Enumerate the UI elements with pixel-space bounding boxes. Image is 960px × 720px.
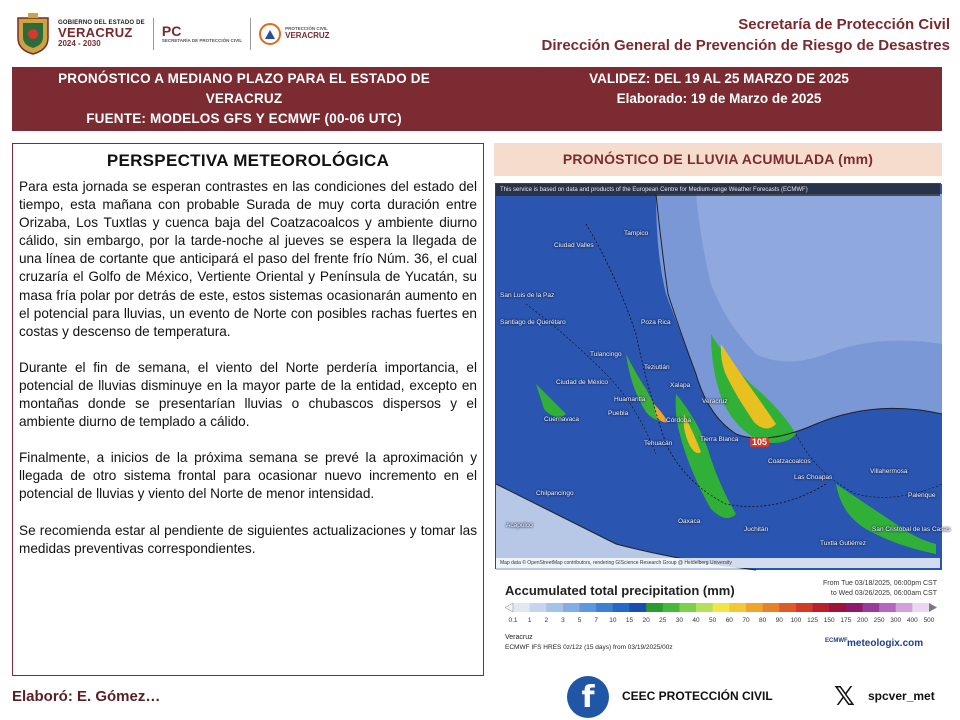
x-icon[interactable]: 𝕏	[834, 682, 855, 712]
city-label: Veracruz	[702, 398, 728, 405]
city-label: Acapulco	[506, 522, 533, 529]
legend-swatch	[779, 603, 796, 612]
legend-tick-label: 30	[675, 617, 684, 624]
pc-short: PC	[161, 23, 182, 40]
perspective-paragraph-4: Se recomienda estar al pendiente de siguientes actualizaciones y tomar las medidas preventivas correspondientes.	[19, 522, 477, 556]
city-label: Tehuacán	[644, 440, 673, 447]
gov-line3: 2024 - 2030	[58, 38, 101, 48]
perspective-paragraph-3: Finalmente, a inicios de la próxima semana se prevé la aproximación y llegada de otro sistema frontal para ocasionar nuevo incremento en el potencial de lluvias y viento del Norte de menor intensidad.	[19, 450, 477, 502]
city-label: Villahermosa	[870, 468, 908, 475]
legend-tick-label: 50	[709, 617, 717, 624]
city-label: San Luis de la Paz	[500, 292, 555, 299]
legend-swatch	[763, 603, 780, 612]
city-label: Ciudad Valles	[554, 242, 594, 249]
legend-swatch	[879, 603, 896, 612]
city-label: Tuxtla Gutiérrez	[820, 540, 866, 547]
gov-line2: VERACRUZ	[58, 25, 133, 41]
legend-tick-label: 80	[758, 617, 767, 624]
legend-arrow-left	[505, 603, 513, 612]
city-label: San Cristóbal de las Casas	[872, 526, 951, 533]
legend-swatch	[580, 603, 597, 612]
legend-swatch	[629, 603, 646, 612]
legend-tick-label: 3	[561, 617, 565, 624]
legend-tick-label: 150	[823, 617, 835, 624]
legend-swatch	[912, 603, 929, 612]
organization-name	[541, 14, 950, 56]
legend-tick-label: 0.1	[508, 617, 518, 624]
legend-tick-label: 250	[873, 617, 885, 624]
legend-from: From Tue 03/18/2025, 06:00pm CST	[822, 580, 937, 587]
legend-tick-label: 90	[775, 617, 783, 624]
legend-date-range	[823, 579, 937, 599]
legend-tick-label: 5	[577, 617, 582, 624]
city-label: Oaxaca	[678, 518, 701, 525]
legend-tick-label: 7	[594, 617, 598, 624]
perspective-panel	[12, 143, 484, 676]
map-credit: Map data © OpenStreetMap contributors, rendering GIScience Research Group @ Heidelberg University	[496, 558, 940, 568]
pc-logo	[162, 24, 242, 43]
legend-swatch	[513, 603, 530, 612]
legend-swatch	[596, 603, 613, 612]
legend-tick-label: 100	[790, 617, 802, 624]
validity-block	[496, 69, 942, 109]
city-label: Tampico	[624, 230, 649, 237]
legend-tick-label: 2	[544, 617, 549, 624]
perspective-paragraph-2: Durante el fin de semana, el viento del Norte perdería importancia, el potencial de lluvias disminuye en la mayor parte de la entidad, excepto en montañas donde se presentarían lluvias o chubascos dispersos y el ambiente diurno de templado a cálido.	[19, 359, 477, 430]
pc2-text	[285, 27, 329, 40]
precipitation-legend	[495, 576, 941, 660]
legend-title: Accumulated total precipitation (mm)	[505, 583, 735, 598]
civil-protection-icon	[259, 23, 281, 45]
logo-divider	[153, 18, 154, 50]
city-label: Tulancingo	[590, 351, 622, 358]
title-band	[12, 67, 942, 131]
legend-swatch	[546, 603, 563, 612]
city-label: Juchitán	[744, 526, 769, 533]
map-notice: This service is based on data and products of the European Centre for Medium-range Weather Forecasts (ECMWF)	[496, 184, 940, 196]
legend-tick-label: 25	[659, 617, 667, 624]
legend-to: to Wed 03/26/2025, 06:00am CST	[830, 590, 937, 597]
author: Elaboró: E. Gómez…	[12, 688, 161, 705]
legend-swatch	[746, 603, 763, 612]
logos	[14, 10, 330, 58]
legend-swatch	[796, 603, 813, 612]
gov-text	[58, 20, 145, 48]
legend-swatch	[679, 603, 696, 612]
max-value-label: 105	[752, 437, 768, 447]
legend-arrow-right	[929, 603, 937, 612]
city-label: Xalapa	[670, 382, 691, 389]
rain-forecast-title: PRONÓSTICO DE LLUVIA ACUMULADA (mm)	[494, 143, 942, 176]
meteologix-logo: meteologix.com	[847, 638, 924, 649]
pc-sub: SECRETARÍA DE PROTECCIÓN CIVIL	[161, 37, 243, 43]
legend-tick-label: 500	[923, 617, 935, 624]
city-label: Tierra Blanca	[700, 436, 739, 443]
legend-swatch	[563, 603, 580, 612]
legend-swatch	[896, 603, 913, 612]
legend-tick-label: 200	[857, 617, 868, 624]
org-line1: Secretaría de Protección Civil	[738, 16, 950, 33]
gov-line1: GOBIERNO DEL ESTADO DE	[58, 19, 145, 26]
city-label: Huamantla	[614, 396, 646, 403]
city-label: Coatzacoalcos	[768, 458, 811, 465]
pc2-line1: PROTECCIÓN CIVIL	[285, 26, 328, 32]
city-label: Puebla	[608, 410, 629, 417]
x-label[interactable]: spcver_met	[868, 689, 935, 703]
legend-swatch	[646, 603, 663, 612]
legend-tick-label: 70	[742, 617, 750, 624]
legend-swatch	[729, 603, 746, 612]
legend-swatch	[613, 603, 630, 612]
legend-swatch	[713, 603, 730, 612]
facebook-icon[interactable]: f	[567, 676, 609, 718]
legend-model: ECMWF IFS HRES 0z/12z (15 days) from 03/19/2025/00z	[505, 644, 673, 651]
legend-tick-label: 60	[725, 617, 733, 624]
legend-tick-label: 1	[527, 617, 532, 624]
org-line2: Dirección General de Prevención de Riesgo de Desastres	[541, 37, 950, 54]
forecast-title	[12, 69, 476, 129]
city-label: Teziutlán	[644, 364, 670, 371]
header	[0, 0, 960, 66]
legend-tick-label: 175	[840, 617, 852, 624]
legend-color-bar	[505, 602, 937, 613]
ecmwf-logo: ECMWF	[825, 638, 848, 644]
perspective-heading: PERSPECTIVA METEOROLÓGICA	[106, 151, 390, 170]
city-label: Chilpancingo	[536, 490, 574, 497]
title-line2: VERACRUZ	[205, 91, 283, 106]
city-label: Ciudad de México	[556, 379, 609, 386]
legend-tick-label: 40	[692, 617, 700, 624]
city-label: Poza Rica	[641, 319, 671, 326]
legend-tick-label: 20	[642, 617, 650, 624]
legend-swatch	[696, 603, 713, 612]
title-line3: FUENTE: MODELOS GFS Y ECMWF (00-06 UTC)	[86, 111, 402, 126]
legend-tick-label: 10	[609, 617, 617, 624]
legend-ticks	[505, 617, 937, 627]
facebook-label[interactable]: CEEC PROTECCIÓN CIVIL	[622, 689, 773, 703]
validity: VALIDEZ: DEL 19 AL 25 MARZO DE 2025	[589, 71, 849, 86]
elaborated-date: Elaborado: 19 de Marzo de 2025	[616, 91, 822, 106]
veracruz-seal-icon	[14, 12, 52, 56]
precipitation-map	[495, 183, 951, 569]
legend-swatch	[663, 603, 680, 612]
city-label: Santiago de Querétaro	[500, 319, 566, 326]
logo-divider	[250, 18, 251, 50]
legend-swatch	[530, 603, 547, 612]
pc2-line2: VERACRUZ	[285, 31, 330, 41]
perspective-paragraph-1: Para esta jornada se esperan contrastes en las condiciones del estado del tiempo, esta mañana con probable Surada de muy corta duración entre Orizaba, Los Tuxtlas y cuenca baja del Coatzacoalcos y ambiente diurno cálido, sin embargo, por la tarde-noche al jueves se espera la llegada de una línea de cortante que anticipará el paso del frente frío Núm. 36, el cual cruzaría el Golfo de México, Vertiente Oriental y Península de Yucatán, su masa fría polar por detrás de este, estos sistemas ocasionarán aumento en el potencial para lluvias, un evento de Norte con posibles rachas fuertes en costas y descenso de temperatura.	[19, 179, 477, 339]
legend-swatch	[846, 603, 863, 612]
legend-tick-label: 15	[625, 617, 634, 624]
city-label: Palenque	[908, 492, 936, 499]
legend-region: Veracruz	[505, 634, 533, 641]
legend-tick-label: 300	[890, 617, 902, 624]
legend-swatch	[829, 603, 846, 612]
title-line1: PRONÓSTICO A MEDIANO PLAZO PARA EL ESTADO DE	[58, 71, 430, 86]
pc-veracruz-logo	[259, 23, 329, 45]
city-label: Cuernavaca	[544, 416, 580, 423]
legend-tick-label: 125	[807, 617, 818, 624]
legend-tick-label: 400	[906, 617, 918, 624]
city-label: Córdoba	[666, 417, 691, 424]
legend-swatch	[862, 603, 879, 612]
city-label: Las Choapas	[794, 474, 833, 481]
legend-swatch	[813, 603, 830, 612]
